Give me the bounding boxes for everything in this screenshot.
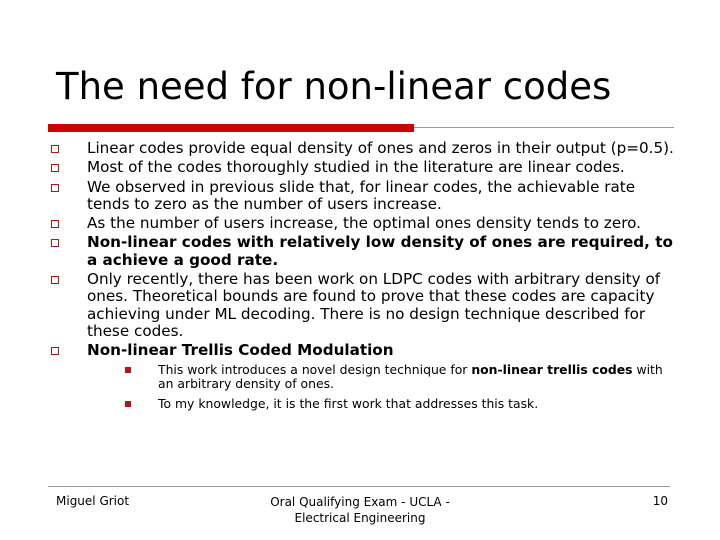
footer-page-number: 10 xyxy=(652,494,668,508)
hollow-square-bullet-icon xyxy=(51,220,59,228)
filled-square-bullet-icon xyxy=(125,401,131,407)
hollow-square-bullet-icon xyxy=(51,239,59,247)
sub-bullet-text: To my knowledge, it is the first work that addresses this task. xyxy=(158,395,539,411)
bullet-item xyxy=(50,215,680,232)
bullet-text: We observed in previous slide that, for linear codes, the achievable rate tends to zero as the number of users increase. xyxy=(87,177,636,213)
sub-bullet-item xyxy=(87,397,680,412)
footer-author: Miguel Griot xyxy=(56,494,130,508)
sub-bullet-text-emphasis: non-linear trellis codes xyxy=(471,361,633,377)
bullet-item xyxy=(50,140,680,157)
title-divider-line xyxy=(414,127,674,128)
sub-bullet-text-end: with an arbitrary density of ones. xyxy=(158,361,663,392)
hollow-square-bullet-icon xyxy=(51,145,59,153)
bullet-text: Only recently, there has been work on LDPC codes with arbitrary density of ones. Theoretical bounds are found to prove that these codes are capacity achieving under ML decoding. There is no design technique described for these codes. xyxy=(87,270,661,340)
bullet-item xyxy=(50,271,680,340)
hollow-square-bullet-icon xyxy=(51,164,59,172)
hollow-square-bullet-icon xyxy=(51,347,59,355)
footer-event-line-1: Oral Qualifying Exam - UCLA - xyxy=(270,495,450,509)
slide-title: The need for non-linear codes xyxy=(56,65,612,108)
bullet-item xyxy=(50,342,680,411)
sub-bullet-list xyxy=(87,363,680,412)
bullet-text: Linear codes provide equal density of ones and zeros in their output (p=0.5). xyxy=(87,139,674,157)
bullet-text: Non-linear Trellis Coded Modulation xyxy=(87,341,394,360)
filled-square-bullet-icon xyxy=(125,367,131,373)
bullet-item xyxy=(50,159,680,176)
bullet-item xyxy=(50,234,680,269)
bullet-text: As the number of users increase, the optimal ones density tends to zero. xyxy=(87,214,641,233)
footer-event-line-2: Electrical Engineering xyxy=(294,511,426,525)
bullet-text: Non-linear codes with relatively low density of ones are required, to a achieve a good rate. xyxy=(87,233,673,269)
sub-bullet-text-start: This work introduces a novel design technique for xyxy=(158,361,472,377)
bullet-item xyxy=(50,179,680,214)
hollow-square-bullet-icon xyxy=(51,184,59,192)
bullet-list xyxy=(50,140,680,416)
bullet-text: Most of the codes thoroughly studied in the literature are linear codes. xyxy=(87,158,625,177)
sub-bullet-item xyxy=(87,363,680,392)
footer-event xyxy=(250,494,470,526)
title-accent-bar xyxy=(48,124,414,132)
footer-divider-line xyxy=(48,486,670,487)
hollow-square-bullet-icon xyxy=(51,276,59,284)
